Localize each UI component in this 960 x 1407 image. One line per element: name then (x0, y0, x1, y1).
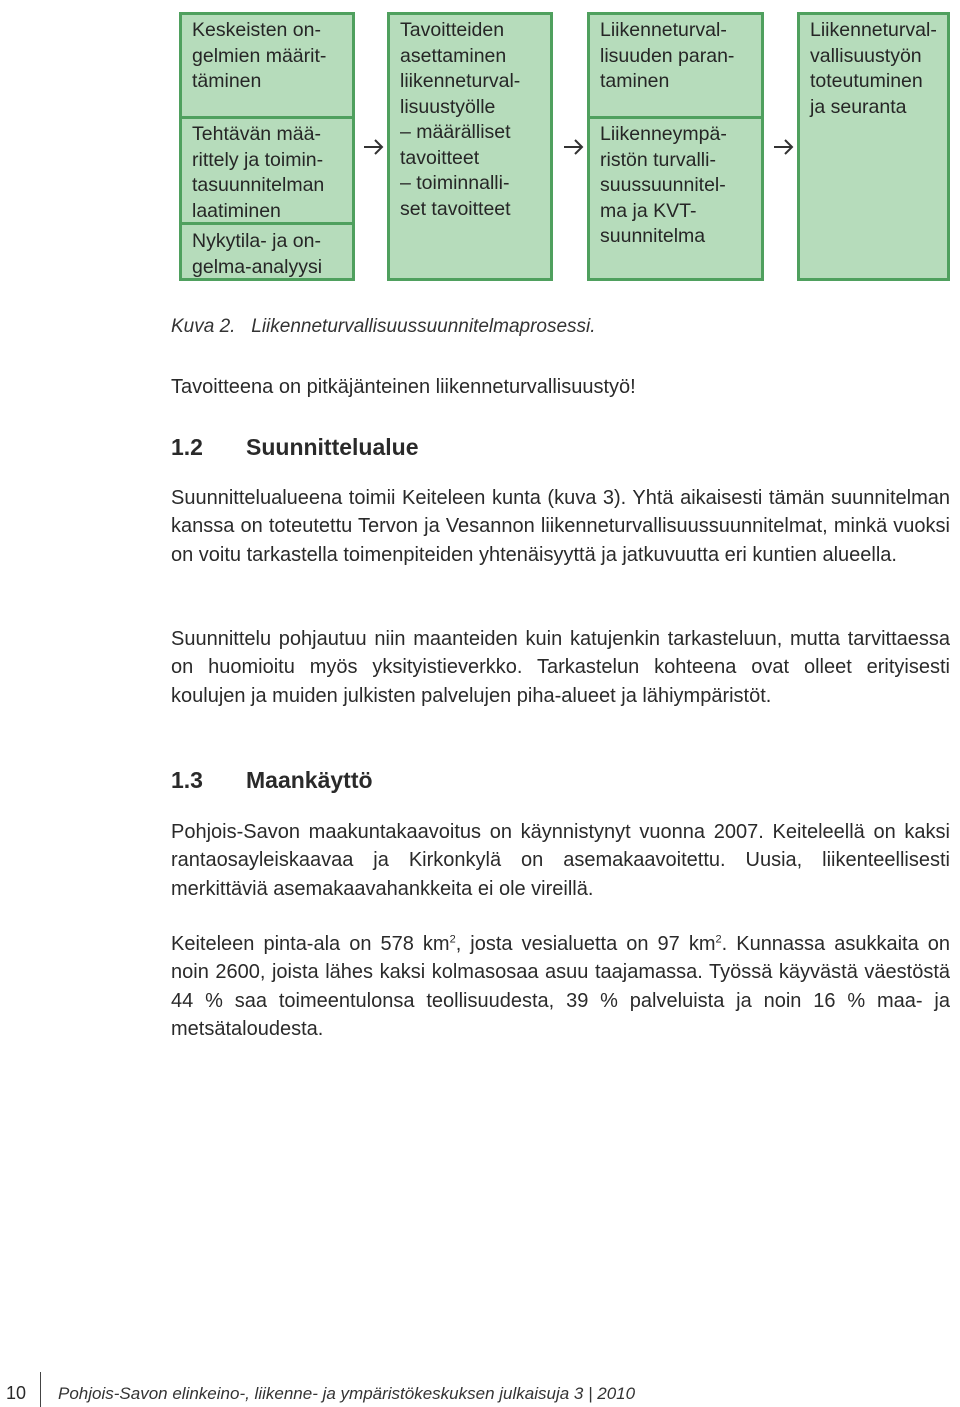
paragraph-land-use: Pohjois-Savon maakuntakaavoitus on käynnistynyt vuonna 2007. Keiteleellä on kaksi rantaosayleiskaavaa ja Kirkonkylä on asemakaavoitettu. Uusia, liikenteellisesti merkittäviä asemakaavahankkeita ei ole vireillä. (171, 821, 950, 900)
section-heading-1-3 (171, 767, 373, 794)
intro-paragraph: Tavoitteena on pitkäjänteinen liikenneturvallisuustyö! (171, 376, 636, 398)
step-3-improvement-text: Liikenneturval- lisuuden paran- taminen (600, 19, 735, 92)
footer-divider (40, 1372, 41, 1407)
paragraph-planning-basis: Suunnittelu pohjautuu niin maanteiden kuin katujenkin tarkasteluun, mutta tarvittaessa on huomioitu myös yksityistieverkko. Tarkastelun kohteena ovat olleet erityisesti koulujen ja muiden julkisten palvelujen piha-alueet ja lähiympäristöt. (171, 628, 950, 707)
process-step-3-box (587, 12, 764, 281)
section-heading-1-2 (171, 434, 419, 461)
process-step-1-box (179, 12, 355, 281)
step-3-divider (587, 116, 764, 119)
paragraph-area-population: Keiteleen pinta-ala on 578 $km^2$, josta vesialuetta on 97 $km^2$. Kunnassa asukkaita on noin 2600, joista lähes kaksi kolmasosaa asuu taajamassa. Työssä käyvästä väestöstä 44 % saa toimeentulonsa teollisuudesta, 39 % palveluista ja noin 16 % maa- ja metsätaloudesta. (171, 933, 951, 1041)
paragraph-planning-area: Suunnittelualueena toimii Keiteleen kunta (kuva 3). Yhtä aikaisesti tämän suunnitelman kanssa on toteutettu Tervon ja Vesannon liikenneturvallisuussuunnitelmat, minkä vuoksi on voitu tarkastella toimenpiteiden yhtenäisyyttä ja jatkuvuutta eri kuntien alueella. (171, 487, 950, 566)
process-step-4-box: Liikenneturval- vallisuustyön toteutuminen ja seuranta (797, 12, 950, 281)
section-title: Maankäyttö (246, 767, 373, 793)
step-3-plan-text: Liikenneympä- ristön turvalli- suussuunnitel- ma ja KVT- suunnitelma (600, 123, 727, 247)
step-1-analysis-text: Nykytila- ja on- gelma-analyysi (192, 230, 323, 278)
process-step-2-box: Tavoitteiden asettaminen liikenneturval- lisuustyölle – määrälliset tavoitteet – toiminnalli- set tavoitteet (387, 12, 553, 281)
footer-publication: Pohjois-Savon elinkeino-, liikenne- ja ympäristökeskuksen julkaisuja 3 | 2010 (58, 1384, 636, 1403)
right-arrow-icon (773, 138, 795, 156)
step-1-divider-top (179, 116, 355, 119)
section-number: 1.2 (171, 434, 203, 460)
step-1-divider-bottom (179, 222, 355, 225)
section-title: Suunnittelualue (246, 434, 419, 460)
right-arrow-icon (363, 138, 385, 156)
step-1-problems-text: Keskeisten on- gelmien määrit- täminen (192, 19, 327, 92)
section-number: 1.3 (171, 767, 203, 793)
right-arrow-icon (563, 138, 585, 156)
step-1-task-text: Tehtävän mää- rittely ja toimin- tasuunnitelman laatiminen (192, 123, 325, 222)
page-number: 10 (6, 1383, 27, 1403)
figure-caption: Kuva 2. Liikenneturvallisuussuunnitelmaprosessi. (171, 316, 596, 337)
